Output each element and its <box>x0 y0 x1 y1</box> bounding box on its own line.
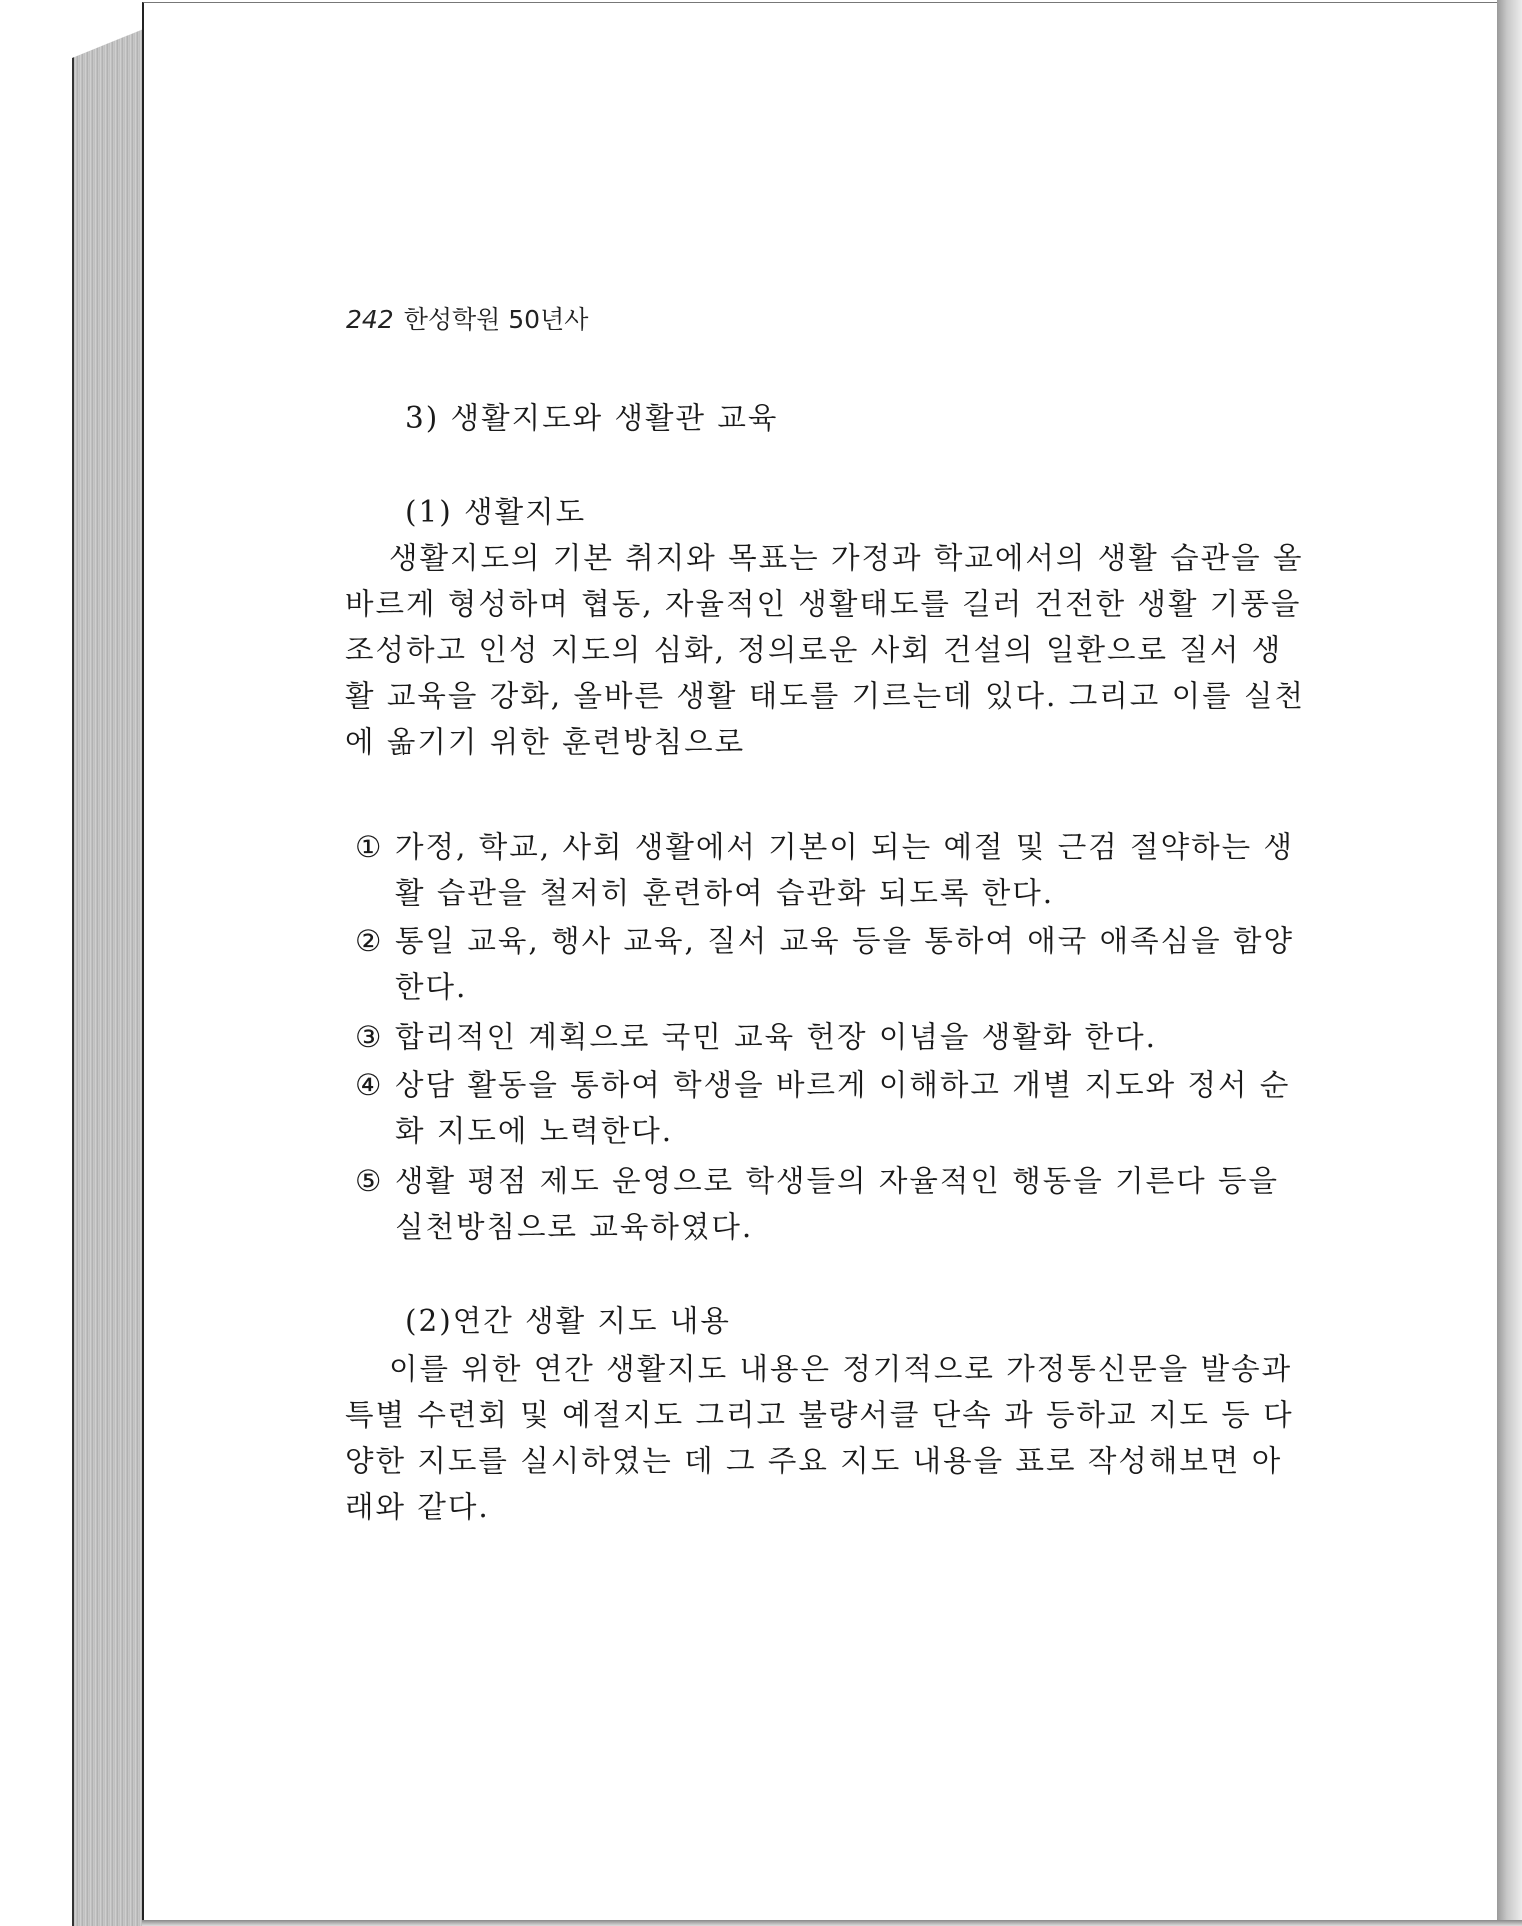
item-line: 한다. <box>395 970 468 1004</box>
item-line: 화 지도에 노력한다. <box>395 1114 674 1148</box>
item-line: 합리적인 계획으로 국민 교육 헌장 이념을 생활화 한다. <box>395 1020 1157 1054</box>
list-item <box>355 1014 1263 1060</box>
subsection-heading-1: (1) 생활지도 <box>405 495 587 529</box>
item-number: ③ <box>355 1020 384 1054</box>
page-bottom-shadow <box>142 1920 1522 1926</box>
running-header <box>346 300 588 336</box>
paragraph-1 <box>345 535 1305 765</box>
list-item <box>355 1062 1291 1154</box>
item-line: 상담 활동을 통하여 학생을 바르게 이해하고 개별 지도와 정서 순 <box>395 1068 1291 1102</box>
item-line: 생활 평점 제도 운영으로 학생들의 자율적인 행동을 기른다 등을 <box>395 1164 1279 1198</box>
book-title: 한성학원 50년사 <box>403 305 589 334</box>
paragraph-line: 래와 같다. <box>345 1490 490 1524</box>
item-number: ⑤ <box>355 1164 384 1198</box>
paragraph-line: 특별 수련회 및 예절지도 그리고 불량서클 단속 과 등하교 지도 등 다 <box>345 1398 1294 1432</box>
item-line: 실천방침으로 교육하였다. <box>395 1210 754 1244</box>
item-line: 가정, 학교, 사회 생활에서 기본이 되는 예절 및 근검 절약하는 생 <box>395 830 1294 864</box>
paragraph-2 <box>345 1346 1294 1530</box>
page-right-shadow <box>1497 0 1522 1926</box>
paragraph-line: 에 옮기기 위한 훈련방침으로 <box>345 725 746 759</box>
paragraph-line: 조성하고 인성 지도의 심화, 정의로운 사회 건설의 일환으로 질서 생 <box>345 633 1283 667</box>
list-item <box>355 824 1294 916</box>
book-page-stack <box>72 28 146 1926</box>
subsection-heading-2: (2)연간 생활 지도 내용 <box>405 1304 731 1338</box>
item-line: 통일 교육, 행사 교육, 질서 교육 등을 통하여 애국 애족심을 함양 <box>395 924 1294 958</box>
list-item <box>355 918 1294 1010</box>
item-number: ④ <box>355 1068 384 1102</box>
item-line: 활 습관을 철저히 훈련하여 습관화 되도록 한다. <box>395 876 1055 910</box>
paragraph-line: 이를 위한 연간 생활지도 내용은 정기적으로 가정통신문을 발송과 <box>389 1352 1293 1386</box>
paragraph-line: 바르게 형성하며 협동, 자율적인 생활태도를 길러 건전한 생활 기풍을 <box>345 587 1302 621</box>
section-heading: 3) 생활지도와 생활관 교육 <box>405 401 779 435</box>
page-number: 242 <box>346 305 394 334</box>
item-number: ① <box>355 830 384 864</box>
paragraph-line: 양한 지도를 실시하였는 데 그 주요 지도 내용을 표로 작성해보면 아 <box>345 1444 1283 1478</box>
paragraph-line: 생활지도의 기본 취지와 목표는 가정과 학교에서의 생활 습관을 올 <box>389 541 1304 575</box>
paragraph-line: 활 교육을 강화, 올바른 생활 태도를 기르는데 있다. 그리고 이를 실천 <box>345 679 1305 713</box>
item-number: ② <box>355 924 384 958</box>
list-item <box>355 1158 1279 1250</box>
